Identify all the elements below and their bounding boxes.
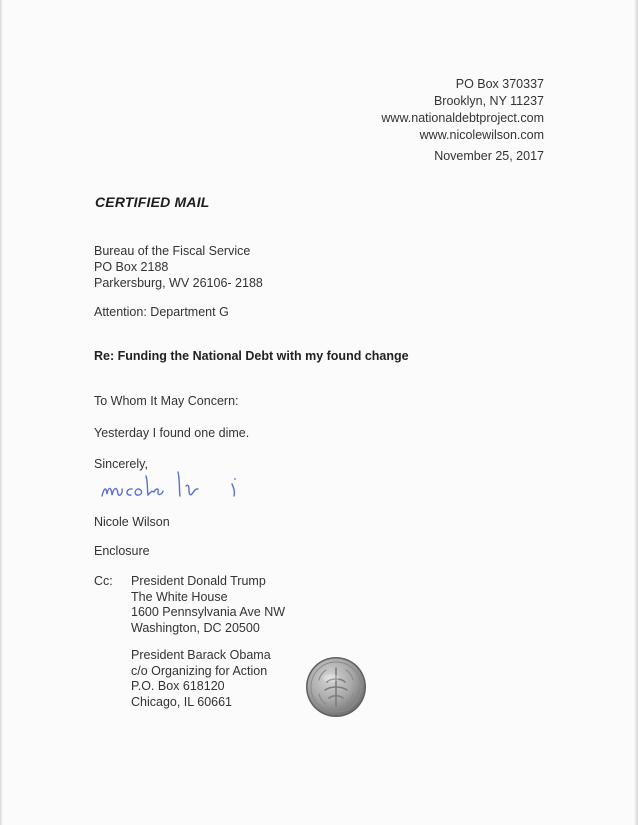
enclosure-note: Enclosure	[94, 544, 150, 558]
cc-line: President Barack Obama	[131, 648, 271, 662]
cc-line: Washington, DC 20500	[131, 620, 260, 635]
recipient-line: Bureau of the Fiscal Service	[94, 244, 251, 258]
subject-line: Re: Funding the National Debt with my found change	[94, 349, 409, 363]
sender-website-2: www.nicolewilson.com	[419, 128, 544, 142]
handwritten-signature-icon	[96, 458, 266, 508]
page-edge-right	[634, 0, 638, 825]
dime-coin-icon	[305, 656, 367, 718]
certified-mail-heading: CERTIFIED MAIL	[95, 194, 210, 210]
sender-po-box: PO Box 370337	[455, 77, 544, 91]
letter-body: Yesterday I found one dime.	[94, 426, 250, 440]
closing: Sincerely,	[94, 457, 148, 471]
page-edge-left	[0, 0, 3, 825]
cc-line: 1600 Pennsylvania Ave NW	[131, 605, 286, 619]
cc-recipient-trump	[131, 574, 285, 636]
cc-label: Cc:	[94, 574, 113, 588]
salutation: To Whom It May Concern:	[94, 394, 239, 408]
cc-line: President Donald Trump	[131, 574, 266, 588]
signer-name: Nicole Wilson	[94, 515, 170, 529]
recipient-line: Parkersburg, WV 26106- 2188	[94, 276, 263, 290]
recipient-address	[94, 243, 263, 291]
cc-line: The White House	[131, 589, 228, 604]
cc-line: c/o Organizing for Action	[131, 663, 268, 678]
cc-line: P.O. Box 618120	[131, 679, 225, 693]
cc-line: Chicago, IL 60661	[131, 694, 233, 709]
sender-website-1: www.nationaldebtproject.com	[381, 111, 544, 125]
recipient-line: PO Box 2188	[94, 260, 169, 274]
letter-date: November 25, 2017	[434, 149, 544, 163]
cc-recipient-obama	[131, 648, 271, 710]
sender-address	[381, 76, 544, 144]
attention-line: Attention: Department G	[94, 305, 229, 319]
sender-city: Brooklyn, NY 11237	[433, 94, 544, 108]
